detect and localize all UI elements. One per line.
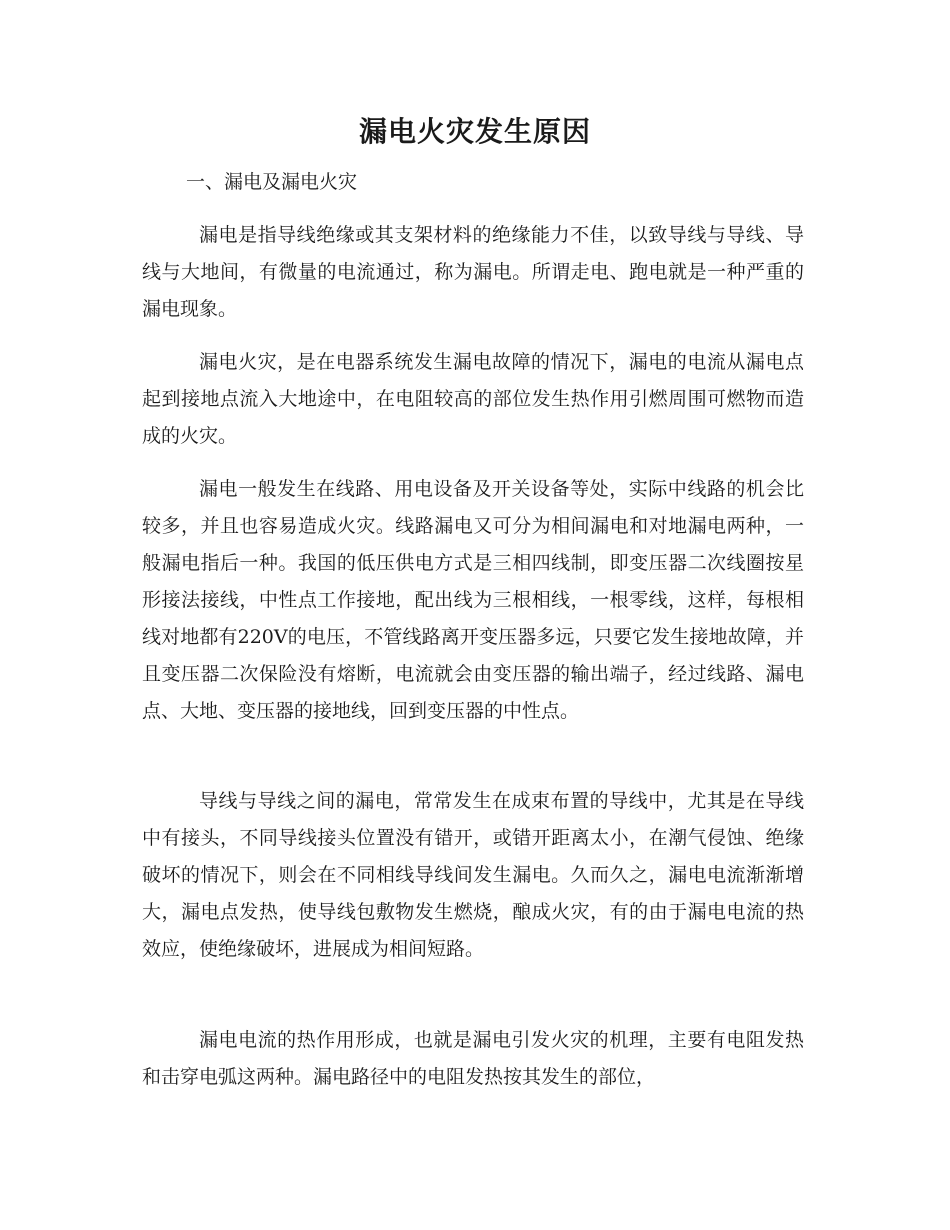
paragraph-thermal-mechanism: 漏电电流的热作用形成，也就是漏电引发火灾的机理，主要有电阻发热和击穿电弧这两种。漏电路径中的电阻发热按其发生的部位， — [142, 1029, 804, 1088]
paragraph-leakage-definition: 漏电是指导线绝缘或其支架材料的绝缘能力不佳，以致导线与导线、导线与大地间，有微量的电流通过，称为漏电。所谓走电、跑电就是一种严重的漏电现象。 — [142, 224, 804, 320]
paragraph-leakage-fire-definition: 漏电火灾，是在电器系统发生漏电故障的情况下，漏电的电流从漏电点起到接地点流入大地途中，在电阻较高的部位发生热作用引燃周围可燃物而造成的火灾。 — [142, 351, 804, 447]
paragraph-wire-to-wire-leakage: 导线与导线之间的漏电，常常发生在成束布置的导线中，尤其是在导线中有接头，不同导线接头位置没有错开，或错开距离太小，在潮气侵蚀、绝缘破坏的情况下，则会在不同相线导线间发生漏电。久而久之，漏电电流渐渐增大，漏电点发热，使导线包敷物发生燃烧，酿成火灾，有的由于漏电电流的热效应，使绝缘破坏，进展成为相间短路。 — [142, 790, 804, 960]
paragraph-leakage-locations: 漏电一般发生在线路、用电设备及开关设备等处，实际中线路的机会比较多，并且也容易造成火灾。线路漏电又可分为相间漏电和对地漏电两种，一般漏电指后一种。我国的低压供电方式是三相四线制，即变压器二次线圈按星形接法接线，中性点工作接地，配出线为三根相线，一根零线，这样，每根相线对地都有220V的电压，不管线路离开变压器多远，只要它发生接地故障，并且变压器二次保险没有熔断，电流就会由变压器的输出端子，经过线路、漏电点、大地、变压器的接地线，回到变压器的中性点。 — [142, 478, 804, 722]
document-title: 漏电火灾发生原因 — [358, 115, 591, 148]
section-heading: 一、漏电及漏电火灾 — [186, 171, 358, 193]
